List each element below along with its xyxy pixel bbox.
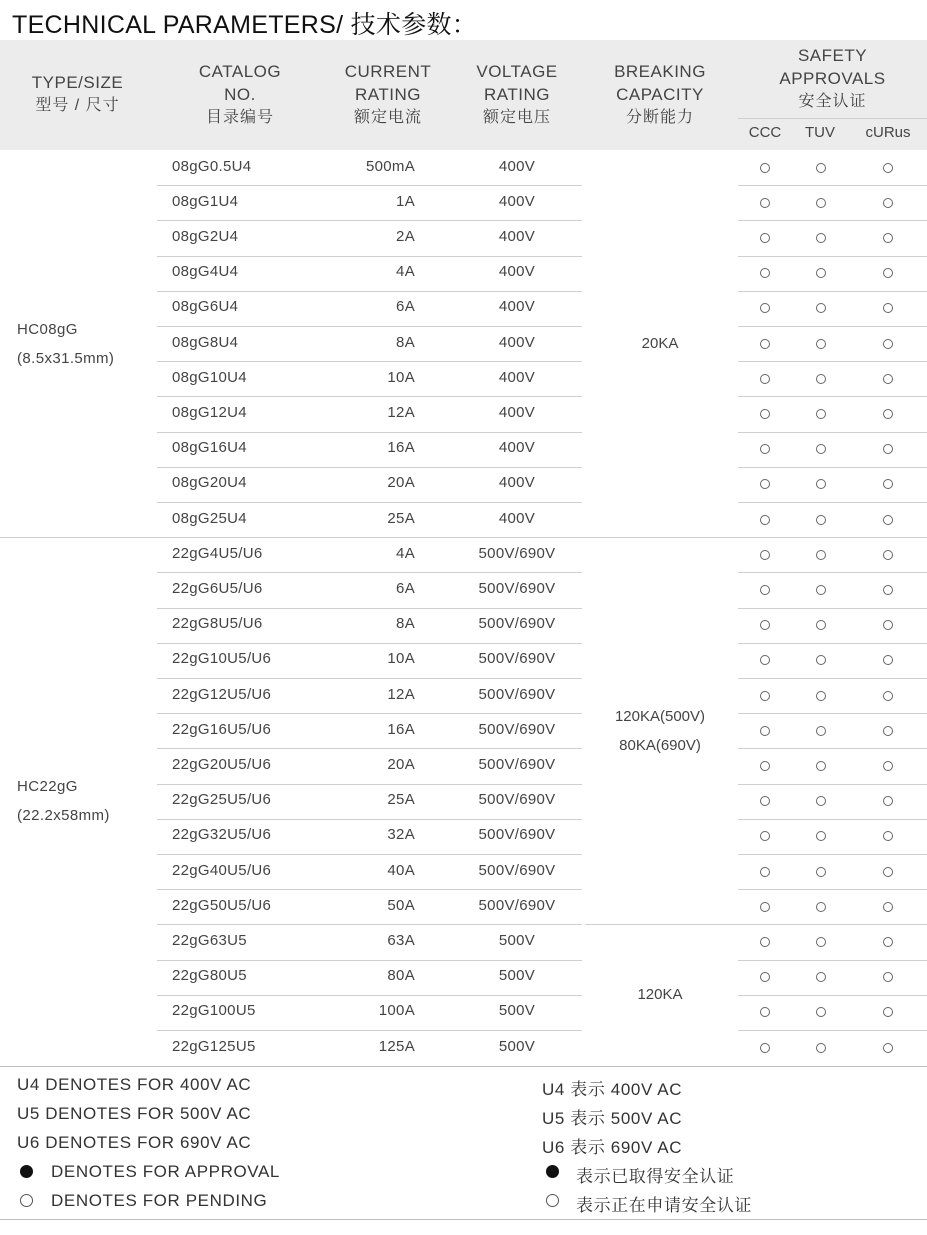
pending-circle-icon [883,1043,893,1053]
catalog-no-cell: 22gG25U5/U6 [172,791,272,809]
current-rating-cell: 8A [396,615,415,633]
header-curus: cURus [865,124,911,141]
pending-circle-icon [816,1043,826,1053]
breaking-capacity-cell: 120KA(500V) [614,707,706,725]
row-divider [738,819,927,820]
row-divider [738,572,927,573]
catalog-no-cell: 08gG2U4 [172,228,239,245]
page-title: TECHNICAL PARAMETERS/ 技术参数： [12,11,478,39]
row-divider [738,995,927,996]
row-divider [157,502,582,503]
row-divider [157,361,582,362]
row-divider [157,432,582,433]
row-divider [157,713,582,714]
voltage-rating-cell: 500V/690V [478,861,556,879]
subgroup-divider [157,924,582,925]
pending-circle-icon [883,937,893,947]
note-en-u6: U6 DENOTES FOR 690V AC [17,1133,252,1152]
pending-circle-icon [816,409,826,419]
catalog-no-cell: 22gG16U5/U6 [172,720,272,738]
catalog-no-cell: 22gG12U5/U6 [172,685,272,703]
row-divider [738,467,927,468]
catalog-no-cell: 22gG4U5/U6 [172,544,263,562]
voltage-rating-cell: 500V/690V [478,580,556,597]
header-breaking-line1: BREAKING [614,62,706,81]
pending-circle-icon [816,163,826,173]
pending-circle-icon [883,796,893,806]
row-divider [157,678,582,679]
pending-circle-icon [760,902,770,912]
catalog-no-cell: 08gG20U4 [172,474,247,492]
row-divider [738,643,927,644]
header-ccc: CCC [748,124,782,141]
header-current-rating [322,60,454,129]
header-catalog-no [160,60,320,129]
row-divider [157,608,582,609]
catalog-no-cell: 22gG63U5 [172,932,247,949]
catalog-no-cell: 08gG4U4 [172,263,239,281]
pending-circle-icon [883,198,893,208]
pending-circle-icon [760,620,770,630]
header-breaking-capacity [585,60,735,129]
note-zh-u5: U5 表示 500V AC [542,1109,683,1128]
current-rating-cell: 125A [378,1037,415,1055]
current-rating-cell: 4A [396,544,415,562]
size-label: (22.2x58mm) [17,807,110,825]
catalog-no-cell: 08gG16U4 [172,439,247,457]
catalog-no-cell: 22gG10U5/U6 [172,650,272,668]
row-divider [157,889,582,890]
current-rating-cell: 500mA [365,157,415,175]
current-rating-cell: 100A [378,1002,415,1020]
current-rating-cell: 25A [387,509,415,527]
note-en-u5: U5 DENOTES FOR 500V AC [17,1104,252,1123]
pending-circle-icon [816,902,826,912]
current-rating-cell: 80A [387,967,415,985]
pending-circle-icon [816,374,826,384]
voltage-rating-cell: 400V [498,474,536,492]
header-voltage-rating [452,60,582,129]
catalog-no-cell: 22gG50U5/U6 [172,896,272,914]
catalog-no-cell: 22gG100U5 [172,1002,256,1020]
pending-circle-icon [883,831,893,841]
pending-circle-icon [816,655,826,665]
row-divider [157,396,582,397]
row-divider [738,185,927,186]
pending-circle-icon [760,339,770,349]
type-label: HC22gG [17,778,78,796]
pending-circle-icon [760,479,770,489]
pending-circle-icon [883,479,893,489]
row-divider [157,995,582,996]
note-zh-u6: U6 表示 690V AC [542,1138,683,1157]
note-zh-u4: U4 表示 400V AC [542,1080,683,1099]
pending-circle-icon [760,303,770,313]
note-en-pending: DENOTES FOR PENDING [51,1191,268,1210]
header-breaking-line2: CAPACITY [616,85,704,104]
pending-circle-icon [760,444,770,454]
header-current-zh: 额定电流 [353,109,422,126]
voltage-rating-cell: 500V/690V [478,544,556,562]
footer-divider [0,1219,927,1220]
pending-circle-icon [883,726,893,736]
row-divider [738,432,927,433]
voltage-rating-cell: 500V [498,1002,536,1020]
current-rating-cell: 16A [387,439,415,457]
note-en-approval: DENOTES FOR APPROVAL [51,1162,280,1181]
current-rating-cell: 20A [387,756,415,773]
pending-circle-icon [760,198,770,208]
header-voltage-line1: VOLTAGE [476,62,558,81]
pending-circle-icon [760,761,770,771]
row-divider [738,326,927,327]
row-divider [157,854,582,855]
pending-circle-icon [816,691,826,701]
row-divider [157,572,582,573]
voltage-rating-cell: 400V [498,157,536,175]
pending-circle-icon [816,198,826,208]
pending-circle-icon [883,585,893,595]
pending-circle-icon [760,655,770,665]
pending-circle-icon [883,409,893,419]
catalog-no-cell: 08gG12U4 [172,404,247,421]
row-divider [738,502,927,503]
current-rating-cell: 20A [387,474,415,492]
voltage-rating-cell: 400V [498,333,536,351]
current-rating-cell: 32A [387,826,415,844]
voltage-rating-cell: 400V [498,368,536,386]
voltage-rating-cell: 500V/690V [478,791,556,809]
pending-circle-icon [816,268,826,278]
pending-circle-icon [816,972,826,982]
current-rating-cell: 16A [387,720,415,738]
catalog-no-cell: 22gG8U5/U6 [172,615,263,633]
current-rating-cell: 10A [387,650,415,668]
voltage-rating-cell: 500V [498,1037,536,1055]
pending-circle-icon [760,233,770,243]
pending-circle-icon [760,796,770,806]
pending-circle-icon [816,867,826,877]
pending-circle-icon [883,972,893,982]
note-zh-approval: 表示已取得安全认证 [576,1167,735,1186]
current-rating-cell: 4A [396,263,415,281]
voltage-rating-cell: 500V [498,932,536,949]
row-divider [157,291,582,292]
filled-circle-icon [546,1165,559,1178]
catalog-no-cell: 08gG0.5U4 [172,157,252,175]
pending-circle-icon [883,1007,893,1017]
header-type-size-zh: 型号 / 尺寸 [35,97,120,114]
voltage-rating-cell: 400V [498,509,536,527]
row-divider [157,960,582,961]
pending-circle-icon [816,585,826,595]
pending-circle-icon [760,374,770,384]
pending-circle-icon [760,585,770,595]
row-divider [738,678,927,679]
pending-circle-icon [883,233,893,243]
header-current-line1: CURRENT [344,62,432,81]
voltage-rating-cell: 500V/690V [478,896,556,914]
voltage-rating-cell: 500V/690V [478,615,556,633]
header-voltage-zh: 额定电压 [482,109,551,126]
pending-circle-icon [816,339,826,349]
current-rating-cell: 12A [387,685,415,703]
voltage-rating-cell: 400V [498,263,536,281]
group-divider [0,537,927,538]
header-type-size-en: TYPE/SIZE [31,73,124,92]
pending-circle-icon [760,972,770,982]
header-catalog-line2: NO. [224,85,256,104]
pending-circle-icon [760,1043,770,1053]
row-divider [738,713,927,714]
voltage-rating-cell: 400V [498,439,536,457]
row-divider [738,889,927,890]
catalog-no-cell: 22gG6U5/U6 [172,580,263,597]
row-divider [738,291,927,292]
catalog-no-cell: 08gG6U4 [172,298,239,316]
pending-circle-icon [816,620,826,630]
pending-circle-icon [760,515,770,525]
voltage-rating-cell: 500V/690V [478,826,556,844]
type-label: HC08gG [17,320,78,338]
pending-circle-icon [883,339,893,349]
catalog-no-cell: 08gG25U4 [172,509,247,527]
voltage-rating-cell: 400V [498,298,536,316]
pending-circle-icon [883,550,893,560]
row-divider [157,819,582,820]
header-safety-line1: SAFETY [797,46,868,65]
pending-circle-icon [883,163,893,173]
pending-circle-icon [816,444,826,454]
pending-circle-icon [816,233,826,243]
pending-circle-icon [760,726,770,736]
voltage-rating-cell: 500V [498,967,536,985]
header-safety-approvals [738,44,927,113]
pending-circle-icon [816,479,826,489]
row-divider [738,854,927,855]
row-divider [738,220,927,221]
catalog-no-cell: 08gG8U4 [172,333,239,351]
header-current-line2: RATING [355,85,421,104]
pending-circle-icon [760,163,770,173]
row-divider [738,256,927,257]
pending-circle-icon [760,1007,770,1017]
pending-circle-icon [816,515,826,525]
pending-circle-icon [816,937,826,947]
breaking-capacity-cell: 80KA(690V) [619,736,701,754]
current-rating-cell: 6A [396,580,415,597]
header-breaking-zh: 分断能力 [625,109,694,126]
header-tuv: TUV [805,124,835,141]
filled-circle-icon [20,1165,33,1178]
row-divider [157,220,582,221]
catalog-no-cell: 22gG40U5/U6 [172,861,272,879]
row-divider [738,396,927,397]
voltage-rating-cell: 500V/690V [478,720,556,738]
table-bottom-divider [0,1066,927,1067]
header-type-size [0,71,155,117]
voltage-rating-cell: 400V [498,404,536,421]
pending-circle-icon [760,268,770,278]
current-rating-cell: 12A [387,404,415,421]
pending-circle-icon [816,1007,826,1017]
catalog-no-cell: 22gG32U5/U6 [172,826,272,844]
pending-circle-icon [883,902,893,912]
breaking-capacity-cell: 120KA [637,986,683,1004]
row-divider [738,608,927,609]
pending-circle-icon [760,867,770,877]
voltage-rating-cell: 500V/690V [478,685,556,703]
row-divider [738,960,927,961]
current-rating-cell: 40A [387,861,415,879]
pending-circle-icon [883,620,893,630]
header-voltage-line2: RATING [484,85,550,104]
pending-circle-icon [883,374,893,384]
pending-circle-icon [816,550,826,560]
row-divider [738,748,927,749]
catalog-no-cell: 22gG125U5 [172,1037,256,1055]
pending-circle-icon [883,655,893,665]
header-safety-zh: 安全认证 [798,93,867,110]
current-rating-cell: 8A [396,333,415,351]
breaking-capacity-cell: 20KA [641,335,679,353]
current-rating-cell: 2A [396,228,415,245]
subgroup-divider [585,924,927,925]
open-circle-icon [546,1194,559,1207]
pending-circle-icon [883,444,893,454]
catalog-no-cell: 22gG80U5 [172,967,247,985]
note-zh-pending: 表示正在申请安全认证 [576,1196,752,1215]
row-divider [157,256,582,257]
row-divider [738,1030,927,1031]
pending-circle-icon [816,303,826,313]
pending-circle-icon [883,515,893,525]
voltage-rating-cell: 500V/690V [478,650,556,668]
row-divider [738,784,927,785]
pending-circle-icon [883,268,893,278]
current-rating-cell: 1A [396,192,415,210]
note-en-u4: U4 DENOTES FOR 400V AC [17,1075,252,1094]
pending-circle-icon [883,867,893,877]
row-divider [157,748,582,749]
pending-circle-icon [883,761,893,771]
current-rating-cell: 63A [387,932,415,949]
current-rating-cell: 50A [387,896,415,914]
catalog-no-cell: 08gG10U4 [172,368,247,386]
pending-circle-icon [816,796,826,806]
pending-circle-icon [816,726,826,736]
current-rating-cell: 10A [387,368,415,386]
current-rating-cell: 6A [396,298,415,316]
catalog-no-cell: 22gG20U5/U6 [172,756,272,773]
header-catalog-zh: 目录编号 [205,109,274,126]
catalog-no-cell: 08gG1U4 [172,192,239,210]
pending-circle-icon [816,831,826,841]
header-safety-line2: APPROVALS [779,69,886,88]
row-divider [157,326,582,327]
row-divider [157,467,582,468]
voltage-rating-cell: 400V [498,228,536,245]
voltage-rating-cell: 400V [498,192,536,210]
pending-circle-icon [760,550,770,560]
row-divider [157,643,582,644]
header-approvals-divider [738,118,927,119]
size-label: (8.5x31.5mm) [17,349,115,367]
pending-circle-icon [883,303,893,313]
pending-circle-icon [883,691,893,701]
row-divider [157,185,582,186]
row-divider [738,361,927,362]
row-divider [157,784,582,785]
pending-circle-icon [760,831,770,841]
voltage-rating-cell: 500V/690V [478,756,556,773]
row-divider [157,1030,582,1031]
current-rating-cell: 25A [387,791,415,809]
pending-circle-icon [760,937,770,947]
pending-circle-icon [760,691,770,701]
header-catalog-line1: CATALOG [198,62,282,81]
pending-circle-icon [816,761,826,771]
open-circle-icon [20,1194,33,1207]
pending-circle-icon [760,409,770,419]
